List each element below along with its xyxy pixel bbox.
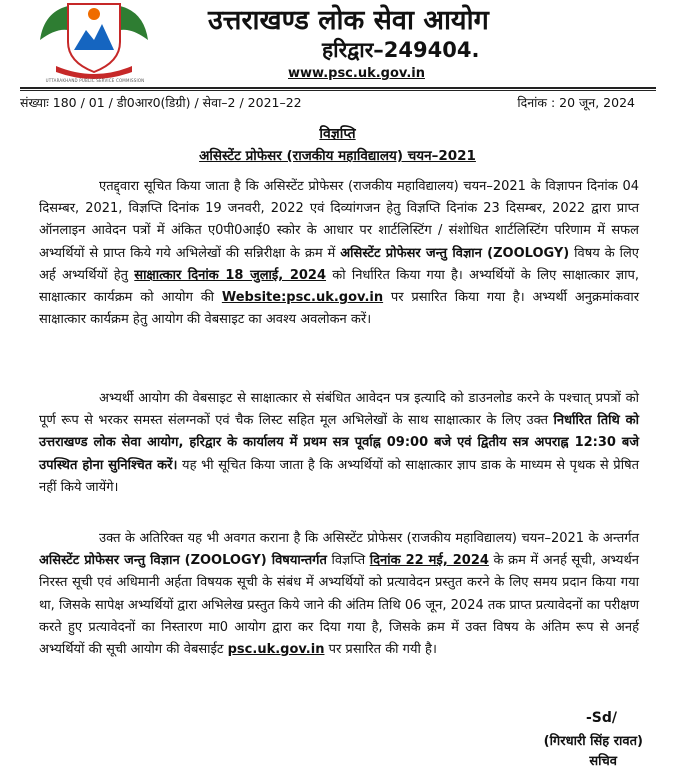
signatory-designation: सचिव — [589, 754, 617, 769]
reference-number: संख्याः 180 / 01 / डी0आर0(डिग्री) / सेवा–2 / 2021–22 — [20, 95, 302, 110]
notice-subject: असिस्टेंट प्रोफेसर (राजकीय महाविद्यालय) चयन–2021 — [199, 148, 476, 164]
organization-name: उत्तराखण्ड लोक सेवा आयोग — [208, 5, 489, 36]
paragraph-2: अभ्यर्थी आयोग की वेबसाइट से साक्षात्कार से संबंधित आवेदन पत्र इत्यादि को डाउनलोड करने के पश्चात् प्रपत्रों को पूर्ण रूप से भरकर समस्त संलग्नकों एवं चैक लिस्ट सहित मूल अभिलेखों के साथ साक्षात्कार के लिए उक्त निर्धारित तिथि को उत्तराखण्ड लोक सेवा आयोग, हरिद्वार के कार्यालय में प्रथम सत्र पूर्वाह्न 09:00 बजे एवं द्वितीय सत्र अपराह्न 12:30 बजे उपस्थित होना सुनिश्चित करें। यह भी सूचित किया जाता है कि अभ्यर्थियों को साक्षात्कार ज्ञाप डाक के माध्यम से पृथक से प्रेषित नहीं किये जायेंगे। — [39, 391, 639, 495]
paragraph-1: एतद्द्वारा सूचित किया जाता है कि असिस्टेंट प्रोफेसर (राजकीय महाविद्यालय) चयन–2021 के विज्ञापन दिनांक 04 दिसम्बर, 2021, विज्ञप्ति दिनांक 19 जनवरी, 2022 एवं दिव्यांगजन हेतु विज्ञप्ति दिनांक 23 दिसम्बर, 2022 द्वारा प्राप्त ऑनलाइन आवेदन पत्रों में अंकित ए0पी0आई0 स्कोर के आधार पर शार्टलिस्टिंग / संशोधित शार्टलिस्टिंग परिणाम में सफल अभ्यर्थियों से प्राप्त किये गये अभिलेखों की सन्निरीक्षा के क्रम में असिस्टेंट प्रोफेसर जन्तु विज्ञान (ZOOLOGY) विषय के लिए अर्ह अभ्यर्थियों हेतु साक्षात्कार दिनांक 18 जुलाई, 2024 को निर्धारित किया गया है। अभ्यर्थियों के लिए साक्षात्कार ज्ञाप, साक्षात्कार कार्यक्रम को आयोग की Website:psc.uk.gov.in पर प्रसारित किया गया है। अभ्यर्थी अनुक्रमांकवार साक्षात्कार कार्यक्रम हेतु आयोग की वेबसाइट का अवश्य अवलोकन करें। — [39, 179, 640, 328]
header-divider — [20, 87, 656, 89]
emblem-sun-icon — [88, 8, 100, 20]
paragraph-3: उक्त के अतिरिक्त यह भी अवगत कराना है कि असिस्टेंट प्रोफेसर (राजकीय महाविद्यालय) चयन–2021 के अन्तर्गत असिस्टेंट प्रोफेसर जन्तु विज्ञान (ZOOLOGY) विषयान्तर्गत विज्ञप्ति दिनांक 22 मई, 2024 के क्रम में अनर्ह सूची, अभ्यर्थन निरस्त सूची एवं अधिमानी अर्हता विषयक सूची के संबंध में अभ्यर्थियों को प्रत्यावेदन प्रस्तुत करने के लिए समय प्रदान किया गया था, जिसके सापेक्ष अभ्यर्थियों द्वारा अभिलेख प्रस्तुत किये जाने की अंतिम तिथि 06 जून, 2024 तक प्राप्त प्रत्यावेदनों का परीक्षण करते हुए प्रत्यावेदनों का निस्तारण मा0 आयोग द्वारा कर दिया गया है, जिसके क्रम में उक्त विषय के अंतिम रूप से अनर्ह अभ्यर्थियों की सूची आयोग की वेबसाईट psc.uk.gov.in पर प्रसारित की गयी है। — [39, 531, 639, 658]
commission-emblem-logo — [34, 0, 154, 80]
emblem-leaf-right-icon — [120, 6, 148, 40]
signatory-name: (गिरधारी सिंह रावत) — [543, 734, 643, 749]
header-divider-thin — [20, 90, 656, 91]
emblem-leaf-left-icon — [40, 6, 68, 40]
website-link-2[interactable]: psc.uk.gov.in — [227, 642, 325, 658]
organization-website-link[interactable]: www.psc.uk.gov.in — [288, 66, 425, 81]
notice-date: दिनांक : 20 जून, 2024 — [517, 95, 635, 110]
signature-mark: -Sd/ — [585, 710, 617, 726]
logo-caption: UTTARAKHAND PUBLIC SERVICE COMMISSION — [45, 78, 145, 83]
organization-city: हरिद्वार–249404. — [322, 38, 480, 62]
website-link[interactable]: Website:psc.uk.gov.in — [221, 290, 384, 306]
notice-title: विज्ञप्ति — [319, 126, 356, 142]
